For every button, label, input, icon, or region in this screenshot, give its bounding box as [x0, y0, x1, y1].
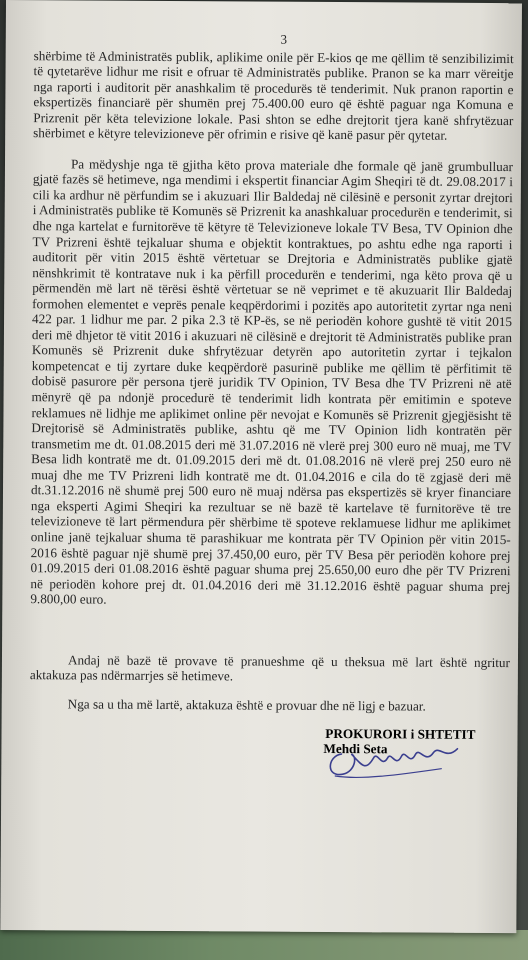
page-number: 3	[280, 31, 288, 47]
paragraph-2: Pa mëdyshje nga të gjitha këto prova materiale dhe formale që janë grumbulluar gjatë fazës së hetimeve, nga mendimi i ekspertit financiar Agim Sheqiri të dt. 29.08.2017 i cili ka ardhur në përfundim se i akuzuari Ilir Baldedaj në cilësinë e personit zyrtar drejtori i Administratës publike të Komunës së Prizrenit ka anashkaluar procedurën e tenderimit, si dhe nga kartelat e furnitorëve të këtyre të Televizioneve lokale TV Besa, TV Opinion dhe TV Prizreni është tejkaluar shuma e objektit kontraktues, po ashtu edhe nga raporti i auditorit për vitin 2015 është vërtetuar se Drejtoria e Administratës publike gjatë nënshkrimit të kontratave nuk i ka përfill procedurën e tenderimi, nga këto prova që u përmendën më lart në tërësi është vërtetuar se në veprimet e të akuzuarit Ilir Baldedaj formohen elementet e veprës penale keqpërdorimi i pozitës apo autoritetit zyrtar nga neni 422 par. 1 lidhur me par. 2 pika 2.3 të KP-ës, se në periodën kohore gushtë të vitit 2015 deri më dhjetor të vitit 2016 i akuzuari në cilësinë e drejtorit të Administratës publike pran Komunës së Prizrenit duke shfrytëzuar detyrën apo autoritetin zyrtar i tejkalon kompetencat e tij zyrtare duke keqpërdorë pasurinë publike me qëllim të përfitimit të dobisë pasurore për persona tjerë juridik TV Opinion, TV Besa dhe TV Prizreni në atë mënyrë që pa ndonjë procedurë të tenderimit lidh kontrata për emitimin e spoteve reklamues në lidhje me aplikimet online për nevojat e Komunës së Prizrenit gjegjësisht të Drejtorisë së Administratës publike, ashtu që me TV Opinion lidh kontratën për transmetim me dt. 01.08.2015 deri më 31.07.2016 në vlerë prej 300 euro në muaj, me TV Besa lidh kontratë me dt. 01.09.2015 deri më dt. 01.08.2016 në vlerë prej 250 euro në muaj dhe me TV Prizreni lidh kontratë me dt. 01.04.2016 e cila do të zgjasë deri më dt.31.12.2016 në shumë prej 500 euro në muaj ndërsa pas ekspertizës së kryer financiare nga eksperti Agimi Sheqiri ka rezultuar se në bazë të kartelave të furnitorëve të tre televizioneve të lart përmendura për shërbime të spoteve reklamuese lidhur me aplikimet online janë tejkaluar shuma të parashikuar me kontrata për TV Opinion për vitin 2015-2016 është paguar një shumë prej 37.450,00 euro, për TV Besa për periodën kohore prej 01.09.2015 deri 01.08.2016 është paguar shuma prej 25.650,00 euro dhe për TV Prizreni në periodën kohore prej dt. 01.04.2016 deri më 31.12.2016 është paguar shuma prej 9.800,00 euro.	[30, 156, 514, 607]
document-body	[30, 30, 514, 714]
handwritten-signature	[321, 734, 461, 783]
bottom-surface	[0, 930, 528, 960]
signature-title: PROKURORI i SHTETIT	[325, 725, 476, 742]
paragraph-3: Andaj në bazë të provave të pranueshme që u theksua më lart është ngritur aktakuza pas ndërmarrjes së hetimeve.	[29, 652, 511, 684]
signature-block	[283, 726, 483, 757]
signature-name: Mehdi Seta	[323, 740, 388, 757]
paragraph-4: Nga sa u tha më lartë, aktakuza është e provuar dhe në ligj e bazuar.	[67, 696, 426, 714]
paragraph-1: shërbime të Administratës publik, aplikime onile për E-kios qe me qëllim të senzibilizimit të qytetarëve lidhur me risit e ofruar të Administratës publike. Pranon se ka marr vëreitje nga raporti i auditorit për anashkalim të procedurës të tenderimit. Nuk pranon raportin e ekspertizës financiarë për shumën prej 75.400.00 euro që është paguar nga Komuna e Prizrenit për këta televizione lokale. Pasi shton se edhe drejtorit tjera kanë shfrytëzuar shërbimet e këtyre televizioneve për ofrimin e risive që kanë pasur për qytetar.	[33, 47, 514, 143]
